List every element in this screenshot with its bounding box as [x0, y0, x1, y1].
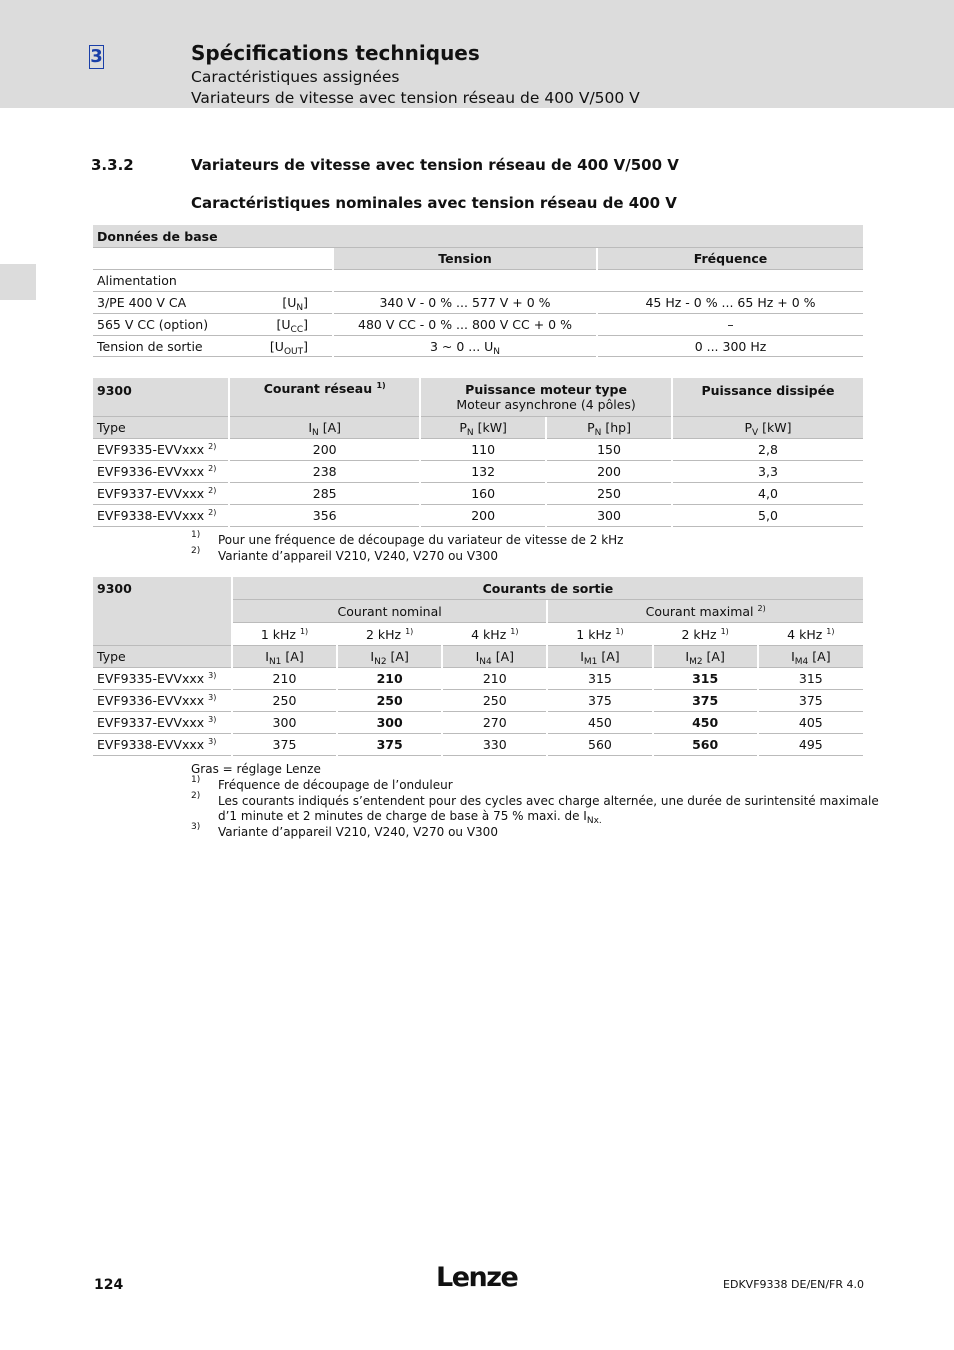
in-cell: 238 [230, 461, 419, 483]
m4-cell: 495 [759, 734, 863, 756]
m4-cell: 315 [759, 668, 863, 690]
freq-header: 2 kHz $^{1)}$ [654, 623, 757, 646]
table-row [93, 314, 863, 336]
column-header-maximal: Courant maximal $^{2)}$ [548, 600, 863, 623]
table-row [93, 712, 863, 734]
n4-cell: 210 [443, 668, 546, 690]
php-cell: 200 [547, 461, 671, 483]
table-model-header: 9300 [93, 378, 228, 417]
type-cell: EVF9337-EVVxxx $^{3)}$ [93, 712, 231, 734]
basic-data-table [91, 225, 865, 357]
document-code: EDKVF9338 DE/EN/FR 4.0 [723, 1278, 864, 1291]
table-row [93, 439, 863, 461]
table-cell-empty [334, 270, 863, 292]
column-header-dissipee: Puissance dissipée [673, 378, 863, 417]
table-row [93, 505, 863, 527]
column-header-tension: Tension [334, 248, 596, 270]
unit-in4: $I_{N4}$ [A] [443, 646, 546, 668]
pkw-cell: 110 [421, 439, 545, 461]
n4-cell: 330 [443, 734, 546, 756]
frequence-value: 0 ... 300 Hz [598, 336, 863, 357]
column-header-courant: Courant réseau $^{1)}$ [230, 378, 419, 417]
n1-cell: 375 [233, 734, 336, 756]
table-row [93, 336, 863, 357]
m4-cell: 405 [759, 712, 863, 734]
pv-cell: 3,3 [673, 461, 863, 483]
pv-cell: 2,8 [673, 439, 863, 461]
table-row [93, 461, 863, 483]
power-table [91, 378, 865, 527]
unit-pn-hp: $P_N$ [hp] [547, 417, 671, 439]
n4-cell: 270 [443, 712, 546, 734]
table-cell-empty [93, 248, 332, 270]
row-label: 565 V CC (option) $[U_{CC}]$ [93, 314, 332, 336]
pv-cell: 4,0 [673, 483, 863, 505]
symbol: $[U_{CC}]$ [276, 317, 308, 335]
n4-cell: 250 [443, 690, 546, 712]
symbol: $[U_{OUT}]$ [269, 338, 308, 357]
m1-cell: 450 [548, 712, 651, 734]
freq-header: 1 kHz $^{1)}$ [548, 623, 651, 646]
lenze-logo: Lenze [436, 1262, 518, 1293]
pkw-cell: 200 [421, 505, 545, 527]
side-tab-marker [0, 264, 36, 300]
m1-cell: 560 [548, 734, 651, 756]
section-number: 3.3.2 [91, 156, 134, 174]
in-cell: 356 [230, 505, 419, 527]
n1-cell: 300 [233, 712, 336, 734]
row-label-alimentation: Alimentation [93, 270, 332, 292]
in-cell: 285 [230, 483, 419, 505]
unit-in: $I_N$ [A] [230, 417, 419, 439]
symbol: $[U_N]$ [282, 295, 308, 313]
pkw-cell: 132 [421, 461, 545, 483]
column-header-nominal: Courant nominal [233, 600, 546, 623]
m2-cell: 560 [654, 734, 757, 756]
table-row [93, 734, 863, 756]
footnote-gras: Gras = réglage Lenze [191, 762, 321, 776]
frequence-value: 45 Hz - 0 % ... 65 Hz + 0 % [598, 292, 863, 314]
m2-cell: 375 [654, 690, 757, 712]
row-label: 3/PE 400 V CA $[U_N]$ [93, 292, 332, 314]
column-header-frequence: Fréquence [598, 248, 863, 270]
pv-cell: 5,0 [673, 505, 863, 527]
m4-cell: 375 [759, 690, 863, 712]
type-cell: EVF9337-EVVxxx $^{2)}$ [93, 483, 228, 505]
unit-in1: $I_{N1}$ [A] [233, 646, 336, 668]
freq-header: 2 kHz $^{1)}$ [338, 623, 441, 646]
m1-cell: 315 [548, 668, 651, 690]
unit-im4: $I_{M4}$ [A] [759, 646, 863, 668]
page-number: 124 [94, 1277, 124, 1293]
n2-cell: 375 [338, 734, 441, 756]
freq-header: 4 kHz $^{1)}$ [443, 623, 546, 646]
tension-value: 480 V CC - 0 % ... 800 V CC + 0 % [334, 314, 596, 336]
output-current-table [91, 577, 865, 756]
unit-type: Type [93, 417, 228, 439]
in-cell: 200 [230, 439, 419, 461]
m2-cell: 450 [654, 712, 757, 734]
pkw-cell: 160 [421, 483, 545, 505]
type-cell: EVF9338-EVVxxx $^{3)}$ [93, 734, 231, 756]
unit-pv: $P_V$ [kW] [673, 417, 863, 439]
table-row [93, 668, 863, 690]
table-row [93, 292, 863, 314]
unit-im1: $I_{M1}$ [A] [548, 646, 651, 668]
column-header-puissance: Puissance moteur type Moteur asynchrone (4 pôles) [421, 378, 671, 417]
tension-value: 3 ~ 0 ... $U_N$ [334, 336, 596, 357]
type-cell: EVF9336-EVVxxx $^{3)}$ [93, 690, 231, 712]
column-header-courants: Courants de sortie [233, 577, 863, 600]
m2-cell: 315 [654, 668, 757, 690]
n1-cell: 210 [233, 668, 336, 690]
table-row [93, 690, 863, 712]
n2-cell: 300 [338, 712, 441, 734]
section-subtitle: Caractéristiques nominales avec tension réseau de 400 V [191, 194, 677, 212]
chapter-title: Spécifications techniques [191, 41, 480, 65]
type-cell: EVF9336-EVVxxx $^{2)}$ [93, 461, 228, 483]
tension-value: 340 V - 0 % ... 577 V + 0 % [334, 292, 596, 314]
type-cell: EVF9335-EVVxxx $^{3)}$ [93, 668, 231, 690]
table-row [93, 483, 863, 505]
n2-cell: 210 [338, 668, 441, 690]
unit-im2: $I_{M2}$ [A] [654, 646, 757, 668]
type-cell: EVF9335-EVVxxx $^{2)}$ [93, 439, 228, 461]
table-title: Données de base [93, 225, 863, 248]
n1-cell: 250 [233, 690, 336, 712]
chapter-number[interactable]: 3 [90, 46, 103, 67]
chapter-subtitle-2: Variateurs de vitesse avec tension réseau de 400 V/500 V [191, 89, 640, 107]
n2-cell: 250 [338, 690, 441, 712]
freq-header: 1 kHz $^{1)}$ [233, 623, 336, 646]
section-title: Variateurs de vitesse avec tension réseau de 400 V/500 V [191, 156, 679, 174]
chapter-subtitle: Caractéristiques assignées [191, 68, 400, 86]
unit-in2: $I_{N2}$ [A] [338, 646, 441, 668]
table-model-header: 9300 [93, 577, 231, 646]
php-cell: 250 [547, 483, 671, 505]
php-cell: 300 [547, 505, 671, 527]
m1-cell: 375 [548, 690, 651, 712]
frequence-value: – [598, 314, 863, 336]
unit-type: Type [93, 646, 231, 668]
php-cell: 150 [547, 439, 671, 461]
type-cell: EVF9338-EVVxxx $^{2)}$ [93, 505, 228, 527]
row-label: Tension de sortie $[U_{OUT}]$ [93, 336, 332, 357]
freq-header: 4 kHz $^{1)}$ [759, 623, 863, 646]
unit-pn-kw: $P_N$ [kW] [421, 417, 545, 439]
